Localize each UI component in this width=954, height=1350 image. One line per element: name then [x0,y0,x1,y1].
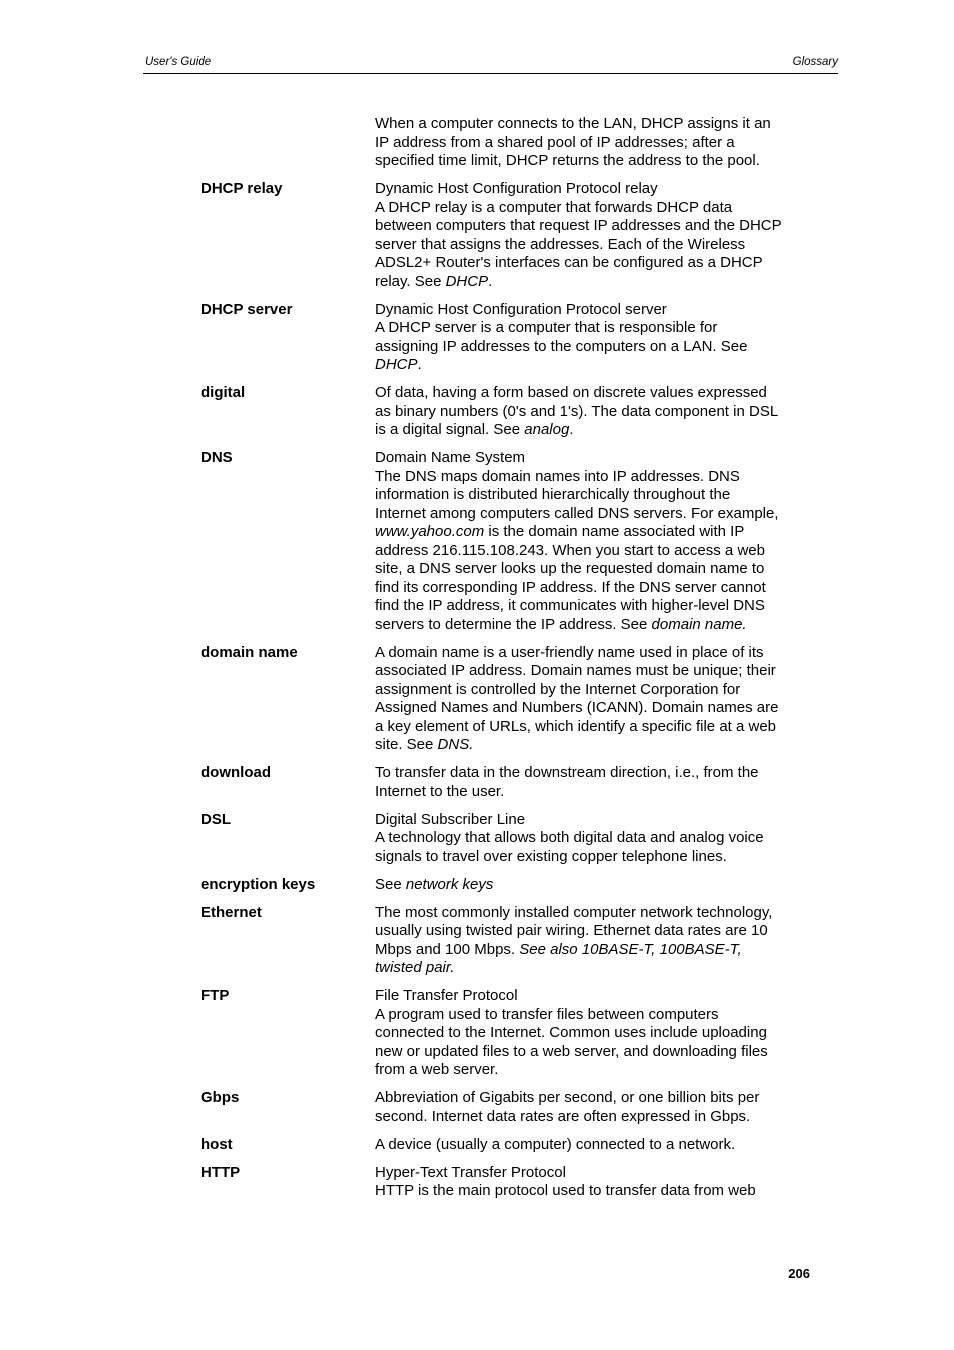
definition-text: site. See [375,736,438,753]
definition-line [375,783,815,802]
definition-text: associated IP address. Domain names must be unique; their [375,662,776,679]
definition-text: Mbps and 100 Mbps. [375,940,520,958]
glossary-entry [201,449,821,634]
glossary-term: domain name [201,643,298,661]
glossary-term: download [201,764,271,781]
definition-reference: analog [524,421,570,438]
definition-line [375,338,815,357]
glossary-definition [375,180,815,291]
definition-line [375,199,815,218]
definition-text: The DNS maps domain names into IP addresses. DNS [375,467,740,485]
definition-line [375,134,815,153]
definition-text: A device (usually a computer) connected to a network. [375,1135,736,1153]
definition-text: Dynamic Host Configuration Protocol server [375,300,667,318]
glossary-term: DHCP relay [201,180,283,197]
definition-text: Abbreviation of Gigabits per second, or one billion bits per [375,1089,760,1106]
definition-text: find its corresponding IP address. If the DNS server cannot [375,578,766,596]
definition-line [375,486,815,505]
definition-text: A domain name is a user-friendly name used in place of its [375,643,764,661]
definition-reference: DHCP [445,272,489,290]
definition-line [375,1164,815,1183]
glossary-term: HTTP [201,1163,241,1181]
definition-line [375,1182,815,1201]
definition-reference: DHCP [375,356,418,373]
definition-reference: www.yahoo.com [375,523,485,540]
glossary-definition [375,449,815,634]
definition-line [375,560,815,579]
definition-text: To transfer data in the downstream direction, i.e., from the [375,764,759,781]
definition-text: A technology that allows both digital data and analog voice [375,829,764,846]
definition-line [375,1006,815,1025]
definition-line [375,542,815,561]
glossary-entry [201,1136,821,1155]
definition-text: a key element of URLs, which identify a specific file at a web [375,717,777,735]
definition-line [375,644,815,663]
definition-text: find the IP address, it communicates with higher-level DNS [375,597,765,614]
definition-text: assignment is controlled by the Internet Corporation for [375,680,741,698]
glossary-entry [201,904,821,978]
definition-text: . [488,272,493,290]
definition-text: A DHCP relay is a computer that forwards DHCP data [375,198,733,216]
definition-text: second. Internet data rates are often expressed in Gbps. [375,1107,751,1125]
definition-text: Of data, having a form based on discrete values expressed [375,384,767,401]
definition-text: Assigned Names and Numbers (ICANN). Domain names are [375,699,779,716]
definition-line [375,829,815,848]
definition-line [375,597,815,616]
definition-text: When a computer connects to the LAN, DHCP assigns it an [375,115,771,132]
definition-text: servers to determine the IP address. See [375,615,652,633]
definition-text: Hyper-Text Transfer Protocol [375,1163,566,1181]
glossary-definition [375,384,815,440]
glossary-entry [201,180,821,291]
glossary-term: DHCP server [201,300,293,318]
definition-line [375,616,815,635]
page-header [143,55,838,74]
definition-line [375,115,815,134]
definition-text: HTTP is the main protocol used to transfer data from web [375,1182,756,1199]
glossary-entry [201,764,821,801]
definition-reference: See also 10BASE-T, 100BASE-T, [519,940,742,958]
glossary-entry [201,811,821,867]
definition-line [375,941,815,960]
glossary-definition [375,1089,815,1126]
definition-line [375,579,815,598]
definition-text: The most commonly installed computer network technology, [375,903,773,921]
glossary-definition [375,1164,815,1201]
definition-line [375,301,815,320]
page-number: 206 [788,1266,810,1281]
definition-text: usually using twisted pair wiring. Ethernet data rates are 10 [375,922,768,939]
definition-line [375,449,815,468]
definition-reference: domain name. [651,615,747,633]
glossary-term: FTP [201,987,230,1004]
definition-line [375,236,815,255]
definition-text: A program used to transfer files between computers [375,1005,719,1023]
definition-line [375,403,815,422]
definition-text: Domain Name System [375,449,526,466]
glossary-term: host [201,1135,233,1153]
definition-text: assigning IP addresses to the computers on a LAN. See [375,337,748,355]
definition-text: information is distributed hierarchically throughout the [375,486,731,503]
glossary-entry [201,876,821,895]
definition-line [375,319,815,338]
definition-text: . [569,421,574,438]
definition-reference: network keys [405,875,494,893]
glossary-definition [375,1136,815,1155]
definition-text: See [375,875,406,893]
definition-line [375,254,815,273]
definition-line [375,699,815,718]
definition-line [375,1061,815,1080]
glossary-entry [201,987,821,1080]
definition-text: ADSL2+ Router's interfaces can be configured as a DHCP [375,254,763,271]
definition-line [375,180,815,199]
definition-line [375,523,815,542]
glossary-term: DNS [201,449,233,466]
glossary-definition [375,301,815,375]
definition-line [375,356,815,375]
glossary-term: encryption keys [201,875,316,893]
glossary-entry [201,115,821,171]
glossary-definition [375,811,815,867]
glossary-entry [201,644,821,755]
glossary-entry [201,301,821,375]
definition-line [375,987,815,1006]
definition-text: signals to travel over existing copper telephone lines. [375,847,727,865]
definition-text: specified time limit, DHCP returns the address to the pool. [375,152,760,169]
definition-text: File Transfer Protocol [375,987,518,1004]
definition-line [375,421,815,440]
definition-text: Digital Subscriber Line [375,810,526,828]
definition-text: connected to the Internet. Common uses include uploading [375,1024,767,1041]
definition-line [375,505,815,524]
definition-line [375,959,815,978]
definition-text: A DHCP server is a computer that is responsible for [375,319,718,336]
definition-text: is the domain name associated with IP [484,523,745,540]
glossary-term: Ethernet [201,903,262,921]
glossary-list [201,115,821,1210]
glossary-entry [201,1089,821,1126]
header-title: User's Guide [145,56,212,68]
glossary-term: digital [201,384,246,401]
definition-line [375,1024,815,1043]
definition-text: address 216.115.108.243. When you start to access a web [375,541,765,559]
definition-text: site, a DNS server looks up the requested domain name to [375,560,765,577]
definition-text: Internet to the user. [375,782,505,800]
definition-text: as binary numbers (0's and 1's). The data component in DSL [375,402,779,420]
definition-text: server that assigns the addresses. Each of the Wireless [375,235,746,253]
glossary-definition [375,876,815,895]
definition-line [375,764,815,783]
definition-line [375,904,815,923]
definition-text: . [417,356,422,373]
definition-line [375,468,815,487]
definition-line [375,876,815,895]
glossary-definition [375,904,815,978]
definition-reference: DNS. [437,736,474,753]
definition-text: from a web server. [375,1061,499,1078]
definition-line [375,217,815,236]
definition-text: is a digital signal. See [375,421,525,438]
definition-line [375,1136,815,1155]
definition-line [375,718,815,737]
definition-text: Internet among computers called DNS servers. For example, [375,504,779,522]
definition-text: new or updated files to a web server, and downloading files [375,1042,768,1060]
glossary-term: Gbps [201,1089,240,1106]
glossary-definition [375,644,815,755]
definition-reference: twisted pair. [375,959,455,976]
glossary-definition [375,115,815,171]
definition-line [375,384,815,403]
definition-text: IP address from a shared pool of IP addresses; after a [375,133,735,151]
definition-line [375,1089,815,1108]
definition-line [375,736,815,755]
definition-text: between computers that request IP addresses and the DHCP [375,217,782,234]
glossary-term: DSL [201,810,231,828]
definition-line [375,1043,815,1062]
definition-line [375,848,815,867]
glossary-entry [201,384,821,440]
definition-line [375,1108,815,1127]
definition-line [375,273,815,292]
definition-line [375,811,815,830]
header-section: Glossary [792,56,838,68]
definition-line [375,922,815,941]
definition-text: Dynamic Host Configuration Protocol relay [375,180,658,197]
glossary-definition [375,764,815,801]
definition-line [375,662,815,681]
definition-line [375,681,815,700]
definition-text: relay. See [375,272,446,290]
definition-line [375,152,815,171]
glossary-definition [375,987,815,1080]
glossary-entry [201,1164,821,1201]
